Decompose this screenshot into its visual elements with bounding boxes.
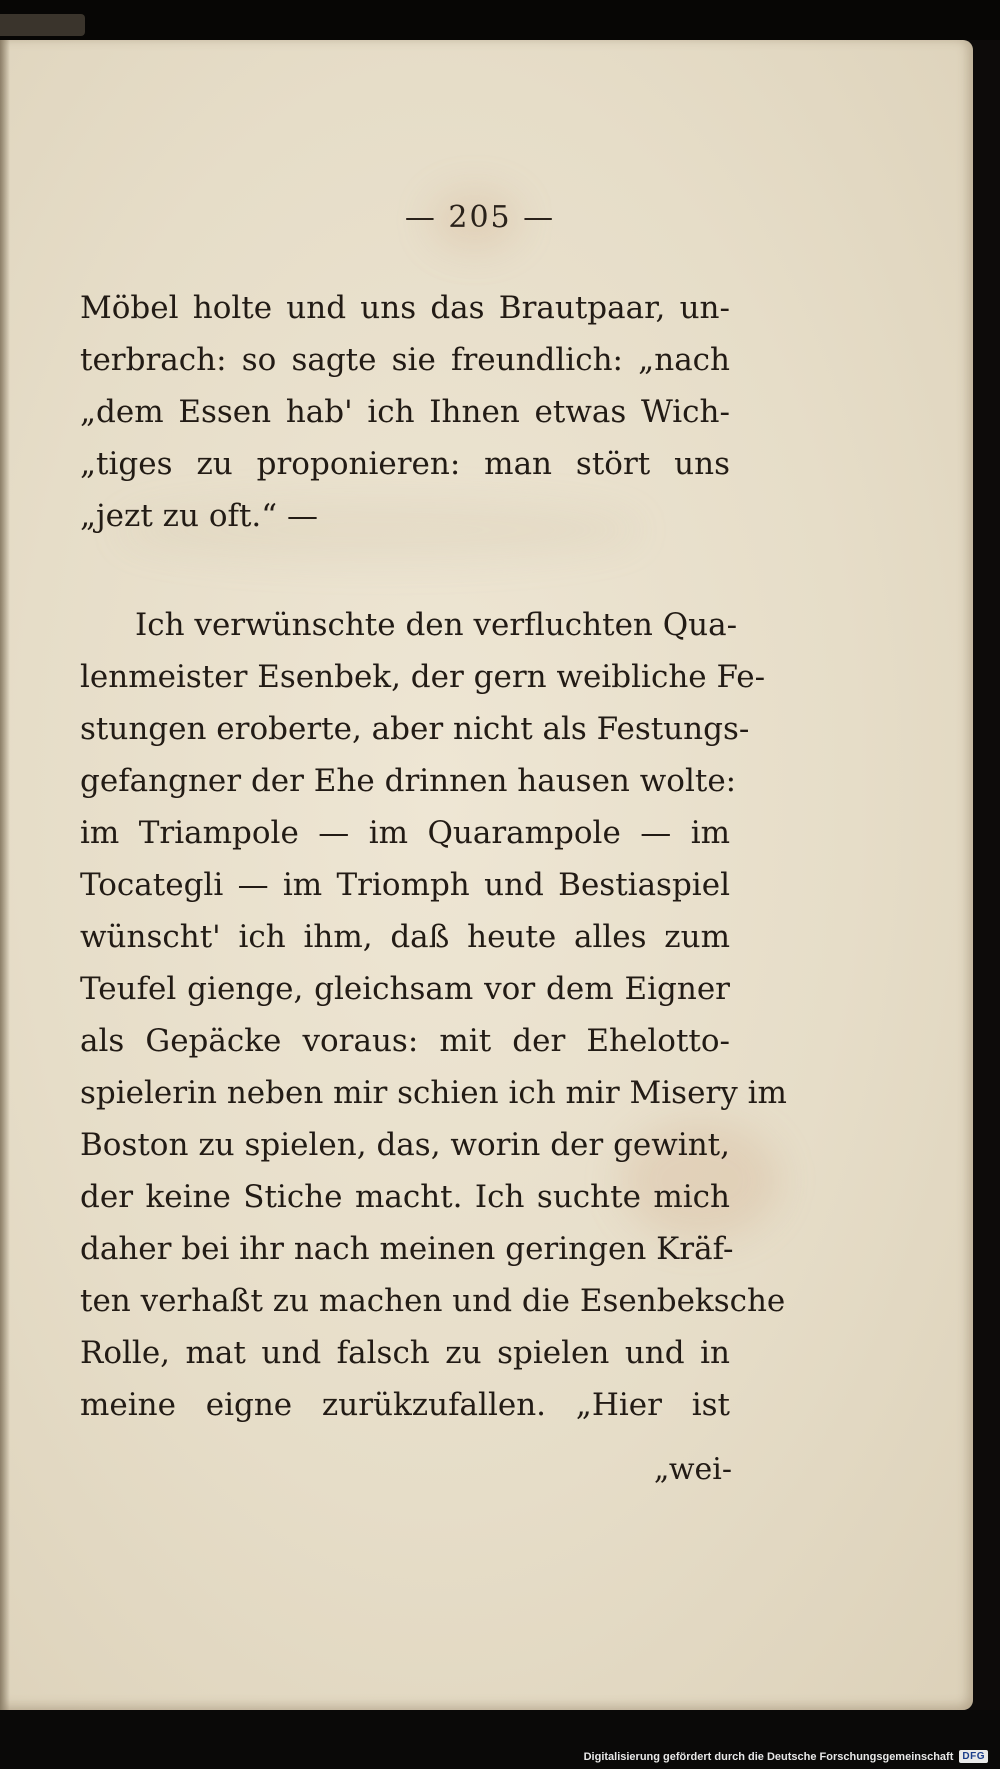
digitization-credit — [584, 1750, 988, 1763]
text-line: terbrach: so sagte sie freundlich: „nach — [80, 342, 730, 378]
text-line: Ich verwünschte den verfluchten Qua- — [135, 607, 738, 643]
text-line: als Gepäcke voraus: mit der Ehelotto- — [80, 1023, 730, 1059]
text-line: Möbel holte und uns das Brautpaar, un- — [80, 290, 730, 326]
catchword: „wei- — [653, 1452, 732, 1487]
page-gutter-shadow — [0, 40, 10, 1710]
text-line: Boston zu spielen, das, worin der gewint, — [80, 1127, 730, 1163]
text-line: gefangner der Ehe drinnen hausen wolte: — [80, 763, 737, 799]
text-line: „dem Essen hab' ich Ihnen etwas Wich- — [80, 394, 730, 430]
text-line: der keine Stiche macht. Ich suchte mich — [80, 1179, 730, 1215]
text-line: im Triampole — im Quarampole — im — [80, 815, 730, 851]
paragraph-break — [80, 542, 730, 599]
text-line: daher bei ihr nach meinen geringen Kräf- — [80, 1231, 734, 1267]
scan-top-border — [0, 0, 1000, 40]
text-line: lenmeister Esenbek, der gern weibliche Fe- — [80, 659, 766, 695]
scan-bottom-border — [0, 1710, 1000, 1769]
text-line: Teufel gienge, gleichsam vor dem Eigner — [80, 971, 730, 1007]
book-spine-edge — [0, 14, 85, 36]
text-line: wünscht' ich ihm, daß heute alles zum — [80, 919, 730, 955]
text-line: Rolle, mat und falsch zu spielen und in — [80, 1335, 730, 1371]
text-line: ten verhaßt zu machen und die Esenbeksche — [80, 1283, 786, 1319]
credit-text: Digitalisierung gefördert durch die Deutsche Forschungsgemeinschaft — [583, 1750, 954, 1763]
text-line: „tiges zu proponieren: man stört uns — [80, 446, 730, 482]
text-line: Tocategli — im Triomph und Bestiaspiel — [80, 867, 730, 903]
page-text — [80, 282, 787, 1431]
page-number: — 205 — — [404, 200, 556, 235]
dfg-logo-icon: DFG — [959, 1750, 988, 1763]
text-line: stungen eroberte, aber nicht als Festungs- — [80, 711, 750, 747]
text-line: „jezt zu oft.“ — — [80, 498, 318, 534]
text-line: meine eigne zurükzufallen. „Hier ist — [80, 1387, 730, 1423]
text-line: spielerin neben mir schien ich mir Misery im — [80, 1075, 787, 1111]
